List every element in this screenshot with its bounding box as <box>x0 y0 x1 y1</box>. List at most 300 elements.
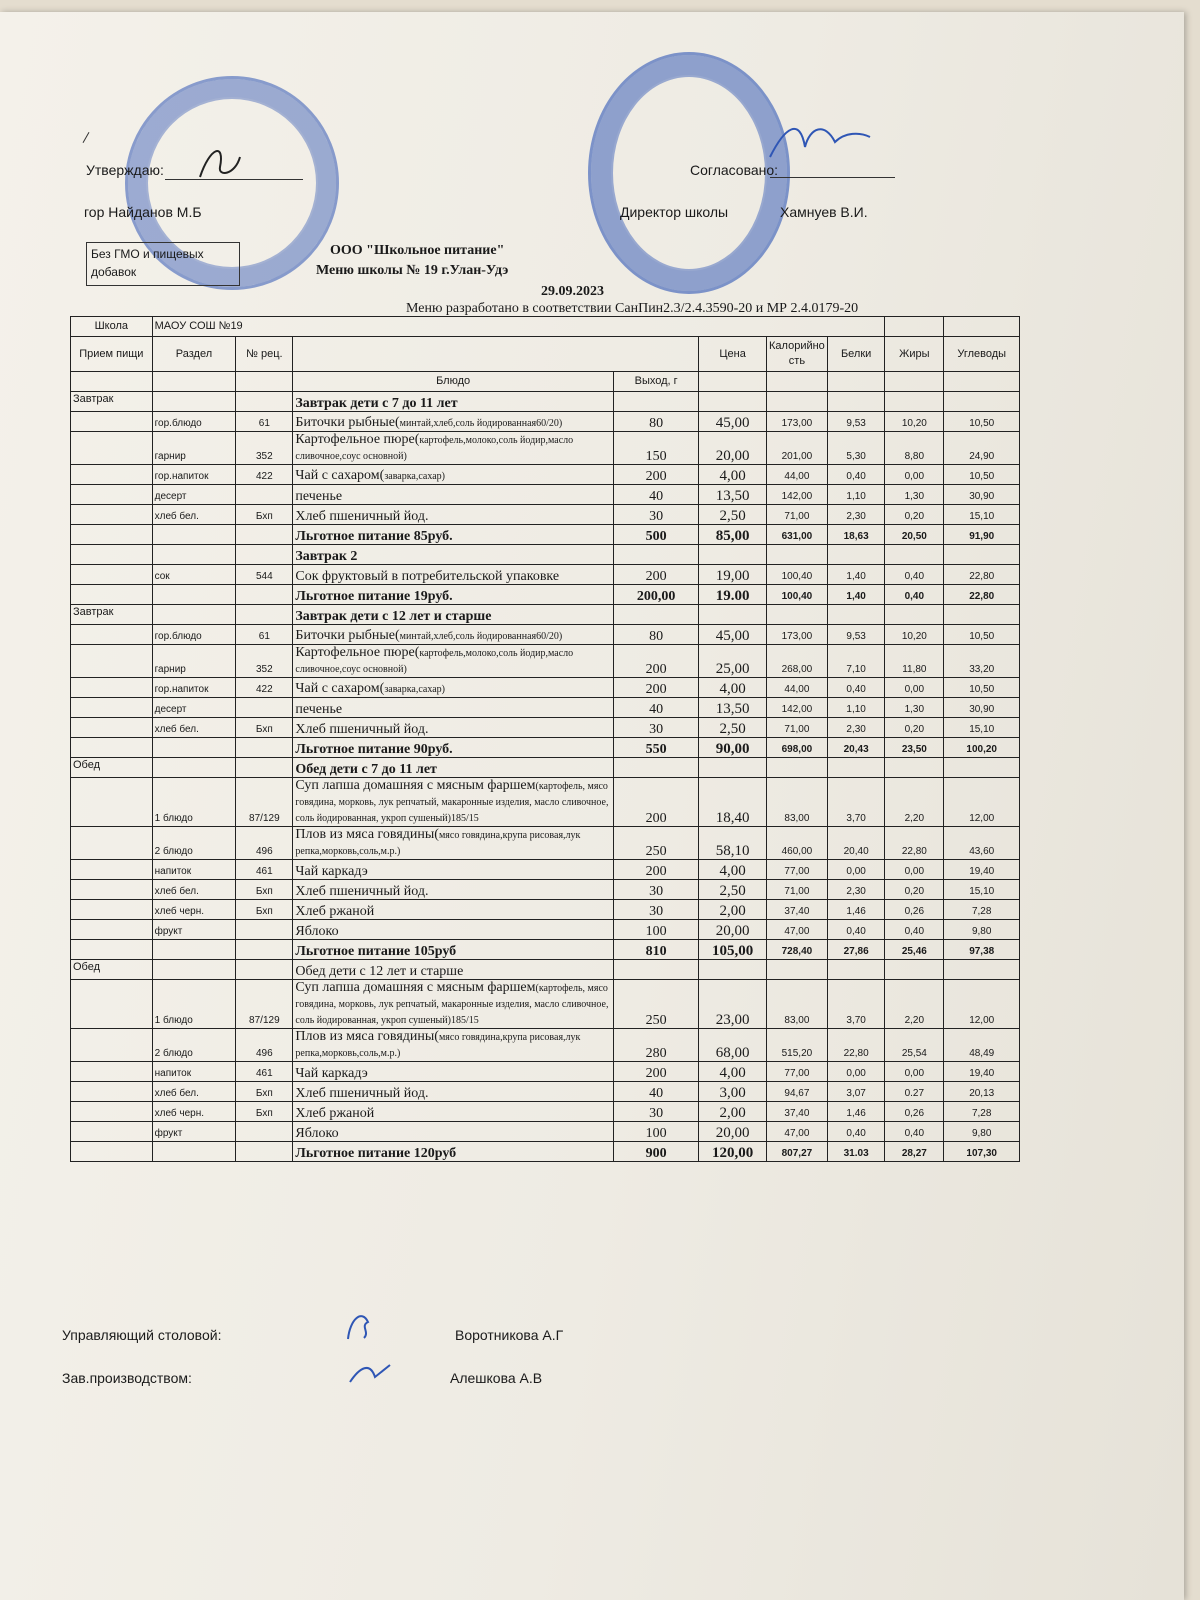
calories-cell: 460,00 <box>766 827 827 860</box>
yield-cell: 810 <box>613 940 699 960</box>
dish-ingredients: мясо говядина,крупа рисовая,лук репка,морковь,соль,м.р.) <box>295 1032 581 1059</box>
fat-cell: 23,50 <box>885 738 944 758</box>
yield-cell: 40 <box>613 1082 699 1102</box>
carbs-cell <box>944 758 1020 778</box>
protein-cell: 0,40 <box>828 1122 885 1142</box>
protein-cell <box>828 545 885 565</box>
protein-cell: 1,46 <box>828 900 885 920</box>
col-yield: Выход, г <box>613 372 699 392</box>
dish-name: Обед дети с 12 лет и старше <box>295 964 464 979</box>
director-signature <box>765 107 875 167</box>
dish-cell <box>293 565 613 585</box>
protein-cell: 9,53 <box>828 625 885 645</box>
fat-cell: 0,20 <box>885 505 944 525</box>
fat-cell <box>885 545 944 565</box>
menu-row <box>71 392 1020 412</box>
menu-row <box>71 412 1020 432</box>
section-cell: напиток <box>152 860 236 880</box>
recipe-cell: 352 <box>236 432 293 465</box>
fat-cell: 0,00 <box>885 465 944 485</box>
protein-cell: 5,30 <box>828 432 885 465</box>
menu-row <box>71 698 1020 718</box>
menu-row <box>71 738 1020 758</box>
yield-cell: 250 <box>613 980 699 1029</box>
manager-name: Воротникова А.Г <box>455 1327 564 1343</box>
menu-row <box>71 525 1020 545</box>
calories-cell: 44,00 <box>766 465 827 485</box>
document-sheet <box>0 12 1184 1600</box>
section-cell: 1 блюдо <box>152 980 236 1029</box>
meal-cell <box>71 412 153 432</box>
menu-row <box>71 1082 1020 1102</box>
dish-name: Чай с сахаром( <box>295 681 385 696</box>
fat-cell: 1,30 <box>885 485 944 505</box>
calories-cell: 47,00 <box>766 920 827 940</box>
dish-cell <box>293 412 613 432</box>
calories-cell: 83,00 <box>766 980 827 1029</box>
carbs-cell: 19,40 <box>944 1062 1020 1082</box>
meal-cell <box>71 585 153 605</box>
price-cell: 23,00 <box>699 980 766 1029</box>
price-cell: 45,00 <box>699 625 766 645</box>
price-cell: 2,50 <box>699 505 766 525</box>
yield-cell: 200 <box>613 678 699 698</box>
meal-cell <box>71 880 153 900</box>
recipe-cell <box>236 758 293 778</box>
section-cell <box>152 940 236 960</box>
price-cell: 18,40 <box>699 778 766 827</box>
recipe-cell: 422 <box>236 678 293 698</box>
fat-cell <box>885 392 944 412</box>
school-value: МАОУ СОШ №19 <box>152 317 885 337</box>
protein-cell: 20,40 <box>828 827 885 860</box>
protein-cell: 3,07 <box>828 1082 885 1102</box>
dish-name: Чай каркадэ <box>295 1066 368 1081</box>
calories-cell: 77,00 <box>766 860 827 880</box>
meal-cell <box>71 900 153 920</box>
fat-cell: 1,30 <box>885 698 944 718</box>
meal-cell <box>71 545 153 565</box>
dish-cell <box>293 432 613 465</box>
menu-row <box>71 880 1020 900</box>
protein-cell: 3,70 <box>828 778 885 827</box>
fat-cell: 0,40 <box>885 920 944 940</box>
calories-cell: 71,00 <box>766 505 827 525</box>
section-cell <box>152 392 236 412</box>
dish-cell <box>293 645 613 678</box>
dish-cell <box>293 1142 613 1162</box>
protein-cell <box>828 960 885 980</box>
carbs-cell: 10,50 <box>944 412 1020 432</box>
calories-cell: 94,67 <box>766 1082 827 1102</box>
dish-cell <box>293 1082 613 1102</box>
calories-cell <box>766 392 827 412</box>
approve-name: гор Найданов М.Б <box>84 204 202 220</box>
menu-row <box>71 718 1020 738</box>
price-cell: 20,00 <box>699 432 766 465</box>
protein-cell: 2,30 <box>828 505 885 525</box>
school-label: Школа <box>71 317 153 337</box>
meal-cell <box>71 1142 153 1162</box>
protein-cell: 20,43 <box>828 738 885 758</box>
recipe-cell: 61 <box>236 412 293 432</box>
price-cell <box>699 758 766 778</box>
recipe-cell: 461 <box>236 860 293 880</box>
dish-ingredients: картофель,молоко,соль йодир,масло сливочное,соус основной) <box>295 648 574 675</box>
fat-cell: 0,26 <box>885 900 944 920</box>
col-meal: Прием пищи <box>71 337 153 372</box>
dish-cell <box>293 625 613 645</box>
protein-cell: 2,30 <box>828 718 885 738</box>
meal-cell <box>71 645 153 678</box>
calories-cell: 142,00 <box>766 485 827 505</box>
meal-cell <box>71 940 153 960</box>
price-cell: 4,00 <box>699 465 766 485</box>
calories-cell: 71,00 <box>766 880 827 900</box>
fat-cell: 0,40 <box>885 585 944 605</box>
menu-row <box>71 960 1020 980</box>
carbs-cell: 33,20 <box>944 645 1020 678</box>
menu-row <box>71 625 1020 645</box>
recipe-cell: 496 <box>236 1029 293 1062</box>
recipe-cell: 422 <box>236 465 293 485</box>
dish-cell <box>293 585 613 605</box>
calories-cell: 728,40 <box>766 940 827 960</box>
dish-name: Картофельное пюре( <box>295 432 420 447</box>
yield-cell: 280 <box>613 1029 699 1062</box>
section-cell: гарнир <box>152 432 236 465</box>
dish-name: Хлеб пшеничный йод. <box>295 722 429 737</box>
price-cell: 105,00 <box>699 940 766 960</box>
recipe-cell <box>236 698 293 718</box>
yield-cell: 40 <box>613 485 699 505</box>
protein-cell: 0,00 <box>828 860 885 880</box>
col-fat: Жиры <box>885 337 944 372</box>
yield-cell <box>613 545 699 565</box>
yield-cell: 100 <box>613 920 699 940</box>
dish-cell <box>293 678 613 698</box>
menu-row <box>71 1062 1020 1082</box>
carbs-cell: 12,00 <box>944 778 1020 827</box>
meal-cell <box>71 625 153 645</box>
column-header-row <box>71 337 1020 372</box>
calories-cell: 173,00 <box>766 625 827 645</box>
dish-cell <box>293 1102 613 1122</box>
meal-cell: Завтрак <box>71 605 153 625</box>
dish-name: Льготное питание 85руб. <box>295 529 453 544</box>
dish-cell <box>293 900 613 920</box>
yield-cell: 30 <box>613 880 699 900</box>
carbs-cell: 22,80 <box>944 565 1020 585</box>
manager-signature <box>340 1304 380 1344</box>
fat-cell: 10,20 <box>885 412 944 432</box>
yield-cell: 30 <box>613 505 699 525</box>
section-cell: напиток <box>152 1062 236 1082</box>
dish-cell <box>293 465 613 485</box>
protein-cell <box>828 605 885 625</box>
dish-cell <box>293 605 613 625</box>
agreed-label: Согласовано: <box>690 162 779 178</box>
menu-row <box>71 1029 1020 1062</box>
protein-cell: 1,46 <box>828 1102 885 1122</box>
director-name: Хамнуев В.И. <box>780 204 868 220</box>
section-cell <box>152 960 236 980</box>
recipe-cell <box>236 585 293 605</box>
carbs-cell: 15,10 <box>944 718 1020 738</box>
menu-row <box>71 585 1020 605</box>
section-cell: 2 блюдо <box>152 1029 236 1062</box>
yield-cell: 200 <box>613 465 699 485</box>
yield-cell <box>613 960 699 980</box>
fat-cell: 28,27 <box>885 1142 944 1162</box>
menu-row <box>71 900 1020 920</box>
section-cell <box>152 1142 236 1162</box>
dish-name: Хлеб пшеничный йод. <box>295 509 429 524</box>
dish-cell <box>293 392 613 412</box>
protein-cell: 1,40 <box>828 565 885 585</box>
col-protein: Белки <box>828 337 885 372</box>
calories-cell: 44,00 <box>766 678 827 698</box>
yield-cell: 900 <box>613 1142 699 1162</box>
carbs-cell: 48,49 <box>944 1029 1020 1062</box>
carbs-cell: 22,80 <box>944 585 1020 605</box>
section-cell: хлеб бел. <box>152 1082 236 1102</box>
section-cell <box>152 605 236 625</box>
dish-name: Чай с сахаром( <box>295 468 385 483</box>
organization-name: ООО "Школьное питание" <box>330 243 505 258</box>
calories-cell: 515,20 <box>766 1029 827 1062</box>
recipe-cell: 352 <box>236 645 293 678</box>
dish-name: Яблоко <box>295 1126 339 1141</box>
meal-cell <box>71 465 153 485</box>
menu-row <box>71 1122 1020 1142</box>
section-cell <box>152 525 236 545</box>
calories-cell: 71,00 <box>766 718 827 738</box>
yield-cell: 200 <box>613 565 699 585</box>
recipe-cell: Бхп <box>236 718 293 738</box>
recipe-cell <box>236 920 293 940</box>
section-cell: фрукт <box>152 920 236 940</box>
section-cell: сок <box>152 565 236 585</box>
recipe-cell <box>236 485 293 505</box>
protein-cell: 1,40 <box>828 585 885 605</box>
recipe-cell <box>236 960 293 980</box>
dish-cell <box>293 738 613 758</box>
school-row <box>71 317 1020 337</box>
dish-ingredients: минтай,хлеб,соль йодированная60/20) <box>399 631 563 642</box>
dish-ingredients: заварка,сахар) <box>384 471 446 482</box>
meal-cell <box>71 678 153 698</box>
menu-row <box>71 940 1020 960</box>
col-section: Раздел <box>152 337 236 372</box>
yield-cell: 80 <box>613 625 699 645</box>
yield-cell: 500 <box>613 525 699 545</box>
dish-cell <box>293 980 613 1029</box>
section-cell: хлеб черн. <box>152 900 236 920</box>
protein-cell <box>828 758 885 778</box>
dish-ingredients: (картофель, мясо говядина, морковь, лук репчатый, макаронные изделия, масло сливочное, соль йодированная, укроп сушеный)185/15 <box>295 781 609 824</box>
protein-cell <box>828 392 885 412</box>
recipe-cell: Бхп <box>236 505 293 525</box>
approve-label: Утверждаю: <box>86 162 164 178</box>
col-recipe: № рец. <box>236 337 293 372</box>
section-cell <box>152 545 236 565</box>
sanpin-note: Меню разработано в соответствии СанПин2.3/2.4.3590-20 и МР 2.4.0179-20 <box>406 301 859 316</box>
meal-cell <box>71 860 153 880</box>
dish-name: Картофельное пюре( <box>295 645 420 660</box>
production-signature <box>345 1357 395 1387</box>
price-cell: 90,00 <box>699 738 766 758</box>
carbs-cell: 30,90 <box>944 698 1020 718</box>
section-cell: гор.блюдо <box>152 412 236 432</box>
yield-cell: 200 <box>613 860 699 880</box>
calories-cell: 698,00 <box>766 738 827 758</box>
meal-cell <box>71 718 153 738</box>
fat-cell: 0,00 <box>885 678 944 698</box>
section-cell: гор.блюдо <box>152 625 236 645</box>
dish-cell <box>293 1062 613 1082</box>
recipe-cell: 87/129 <box>236 980 293 1029</box>
meal-cell <box>71 432 153 465</box>
carbs-cell: 15,10 <box>944 880 1020 900</box>
menu-row <box>71 920 1020 940</box>
fat-cell: 2,20 <box>885 778 944 827</box>
subheader-row <box>71 372 1020 392</box>
menu-row <box>71 605 1020 625</box>
menu-row <box>71 980 1020 1029</box>
protein-cell: 0,00 <box>828 1062 885 1082</box>
section-cell <box>152 738 236 758</box>
meal-cell <box>71 525 153 545</box>
recipe-cell: Бхп <box>236 880 293 900</box>
section-cell <box>152 758 236 778</box>
production-name: Алешкова А.В <box>450 1370 543 1386</box>
dish-ingredients: (картофель, мясо говядина, морковь, лук репчатый, макаронные изделия, масло сливочное, соль йодированная, укроп сушеный)185/15 <box>295 983 609 1026</box>
col-carbs: Углеводы <box>944 337 1020 372</box>
menu-row <box>71 1142 1020 1162</box>
dish-cell <box>293 960 613 980</box>
director-label: Директор школы <box>620 204 729 220</box>
calories-cell: 83,00 <box>766 778 827 827</box>
protein-cell: 1,10 <box>828 485 885 505</box>
meal-cell <box>71 1029 153 1062</box>
meal-cell <box>71 565 153 585</box>
dish-cell <box>293 1029 613 1062</box>
menu-row <box>71 827 1020 860</box>
menu-row <box>71 758 1020 778</box>
carbs-cell: 100,20 <box>944 738 1020 758</box>
dish-name: Сок фруктовый в потребительской упаковке <box>295 569 560 584</box>
dish-name: Обед дети с 7 до 11 лет <box>295 762 437 777</box>
calories-cell: 37,40 <box>766 900 827 920</box>
price-cell: 2,50 <box>699 880 766 900</box>
fat-cell <box>885 605 944 625</box>
dish-name: Завтрак дети с 7 до 11 лет <box>295 396 458 411</box>
dish-name: Плов из мяса говядины( <box>295 827 439 842</box>
yield-cell <box>613 392 699 412</box>
dish-name: Льготное питание 90руб. <box>295 742 453 757</box>
section-cell: гор.напиток <box>152 465 236 485</box>
price-cell: 3,00 <box>699 1082 766 1102</box>
price-cell: 13,50 <box>699 698 766 718</box>
menu-date: 29.09.2023 <box>541 284 604 299</box>
calories-cell: 77,00 <box>766 1062 827 1082</box>
manager-label: Управляющий столовой: <box>62 1327 222 1343</box>
dish-cell <box>293 860 613 880</box>
carbs-cell: 10,50 <box>944 465 1020 485</box>
dish-name: Биточки рыбные( <box>295 628 400 643</box>
fat-cell: 22,80 <box>885 827 944 860</box>
dish-ingredients: картофель,молоко,соль йодир,масло сливочное,соус основной) <box>295 435 574 462</box>
menu-row <box>71 778 1020 827</box>
price-cell: 58,10 <box>699 827 766 860</box>
menu-row <box>71 505 1020 525</box>
yield-cell: 150 <box>613 432 699 465</box>
section-cell: хлеб бел. <box>152 718 236 738</box>
yield-cell: 30 <box>613 718 699 738</box>
protein-cell: 22,80 <box>828 1029 885 1062</box>
recipe-cell <box>236 605 293 625</box>
menu-row <box>71 465 1020 485</box>
section-cell: гор.напиток <box>152 678 236 698</box>
yield-cell: 200 <box>613 778 699 827</box>
meal-cell <box>71 485 153 505</box>
col-calories: Калорийность <box>766 337 827 372</box>
fat-cell: 11,80 <box>885 645 944 678</box>
menu-row <box>71 678 1020 698</box>
price-cell: 20,00 <box>699 920 766 940</box>
recipe-cell: Бхп <box>236 900 293 920</box>
calories-cell: 201,00 <box>766 432 827 465</box>
dish-cell <box>293 940 613 960</box>
protein-cell: 9,53 <box>828 412 885 432</box>
meal-cell <box>71 505 153 525</box>
dish-cell <box>293 920 613 940</box>
carbs-cell: 91,90 <box>944 525 1020 545</box>
section-cell: десерт <box>152 698 236 718</box>
dish-name: Чай каркадэ <box>295 864 368 879</box>
calories-cell: 807,27 <box>766 1142 827 1162</box>
dish-name: печенье <box>295 489 343 504</box>
meal-cell <box>71 698 153 718</box>
calories-cell <box>766 545 827 565</box>
carbs-cell: 7,28 <box>944 900 1020 920</box>
calories-cell: 100,40 <box>766 565 827 585</box>
fat-cell: 0,40 <box>885 1122 944 1142</box>
carbs-cell: 20,13 <box>944 1082 1020 1102</box>
menu-row <box>71 860 1020 880</box>
recipe-cell <box>236 1122 293 1142</box>
dish-name: Льготное питание 19руб. <box>295 589 453 604</box>
yield-cell: 40 <box>613 698 699 718</box>
dish-cell <box>293 827 613 860</box>
section-cell: гарнир <box>152 645 236 678</box>
dish-name: печенье <box>295 702 343 717</box>
calories-cell <box>766 605 827 625</box>
recipe-cell: Бхп <box>236 1102 293 1122</box>
menu-row <box>71 485 1020 505</box>
price-cell: 20,00 <box>699 1122 766 1142</box>
section-cell <box>152 585 236 605</box>
recipe-cell: 87/129 <box>236 778 293 827</box>
fat-cell: 0,00 <box>885 860 944 880</box>
section-cell: 1 блюдо <box>152 778 236 827</box>
price-cell: 45,00 <box>699 412 766 432</box>
dish-name: Хлеб пшеничный йод. <box>295 884 429 899</box>
calories-cell <box>766 758 827 778</box>
protein-cell: 31.03 <box>828 1142 885 1162</box>
section-cell: десерт <box>152 485 236 505</box>
